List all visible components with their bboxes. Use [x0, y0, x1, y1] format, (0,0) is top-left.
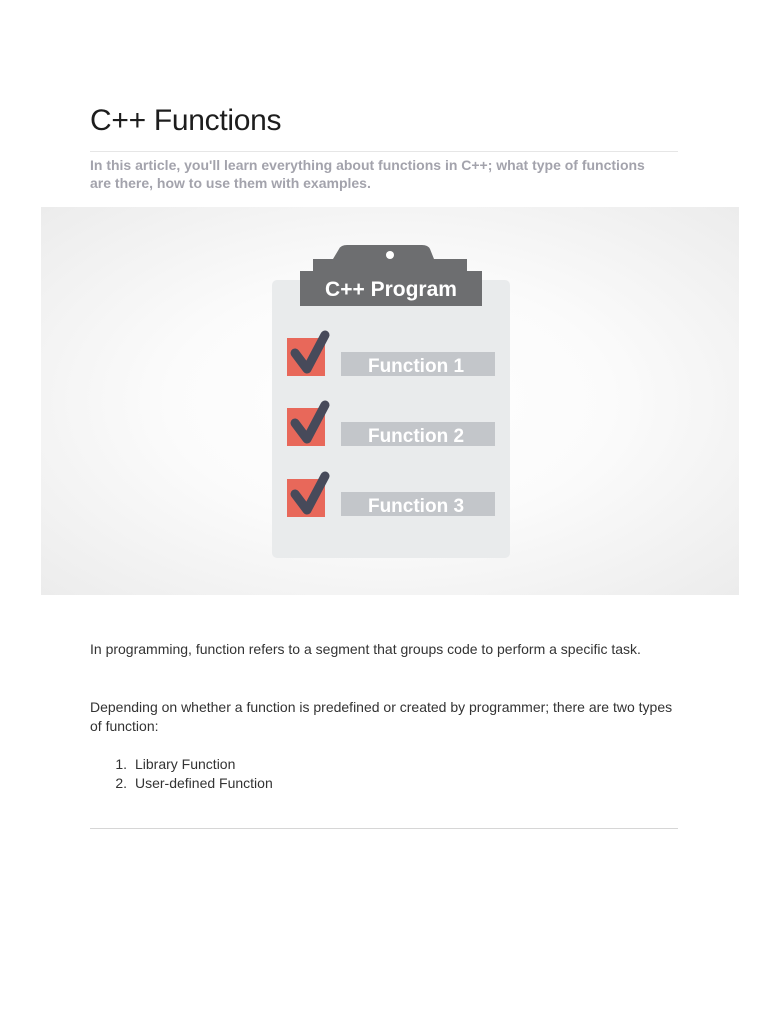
list-item-label: User-defined Function	[135, 775, 273, 791]
clip-hole-icon	[386, 251, 394, 259]
list-item	[90, 755, 650, 774]
hero-illustration	[41, 207, 739, 595]
list-item-label: Library Function	[135, 756, 236, 772]
function-label: Function 2	[367, 426, 465, 447]
article-intro: In this article, you'll learn everything about functions in C++; what type of functions are there, how to use them with examples.	[90, 157, 645, 191]
list-item	[90, 774, 650, 793]
section-divider	[90, 828, 678, 829]
list-number: 1.	[115, 756, 127, 772]
list-number: 2.	[115, 775, 127, 791]
paragraph-definition: In programming, function refers to a segment that groups code to perform a specific task.	[90, 641, 641, 657]
clipboard-illustration	[41, 207, 739, 595]
clipboard-header-text: C++ Program	[325, 278, 457, 301]
paragraph-types: Depending on whether a function is predefined or created by programmer; there are two types of function:	[90, 699, 673, 734]
page-title: C++ Functions	[90, 104, 282, 137]
function-label: Function 3	[367, 496, 465, 517]
title-divider	[90, 151, 678, 152]
function-types-list	[90, 755, 650, 793]
function-label: Function 1	[367, 356, 465, 377]
